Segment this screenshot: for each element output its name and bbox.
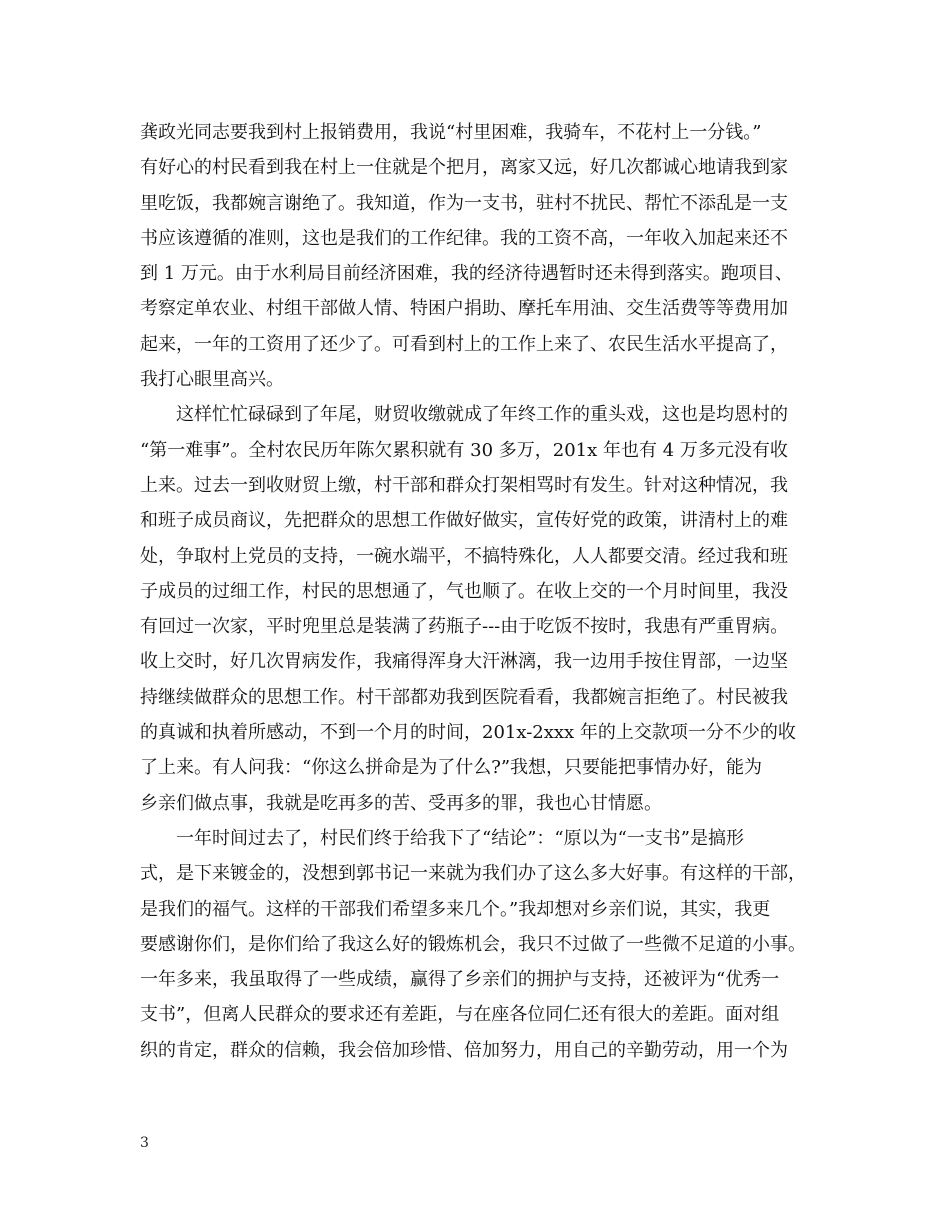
text-line: 龚政光同志要我到村上报销费用，我说“村里困难，我骑车，不花村上一分钱。” [140,122,762,143]
text-line: 支书”，但离人民群众的要求还有差距，与在座各位同仁还有很大的差距。面对组 [140,1004,780,1026]
text-line: “第一难事”。全村农民历年陈欠累积就有 30 多万，201x 年也有 4 万多元没有收 [140,439,788,461]
text-line: 的真诚和执着所感动，不到一个月的时间，201x-2xxx 年的上交款项一分不少的收 [140,722,796,744]
text-line: 书应该遵循的准则，这也是我们的工作纪律。我的工资不高，一年收入加起来还不 [140,227,788,249]
text-line: 有好心的村民看到我在村上一住就是个把月，离家又远，好几次都诚心地请我到家 [140,157,788,179]
text-line: 式，是下来镀金的，没想到郭书记一来就为我们办了这么多大好事。有这样的干部， [140,863,806,885]
text-line: 起来，一年的工资用了还少了。可看到村上的工作上来了、农民生活水平提高了， [140,333,788,355]
text-line: 持继续做群众的思想工作。村干部都劝我到医院看看，我都婉言拒绝了。村民被我 [140,686,788,708]
text-line: 有回过一次家，平时兜里总是装满了药瓶子---由于吃饭不按时，我患有严重胃病。 [140,616,789,638]
text-line: 一年多来，我虽取得了一些成绩，赢得了乡亲们的拥护与支持，还被评为“优秀一 [140,969,780,991]
text-line: 织的肯定，群众的信赖，我会倍加珍惜、倍加努力，用自己的辛勤劳动，用一个为 [140,1039,788,1061]
text-line: 我打心眼里高兴。 [140,369,284,391]
text-line: 要感谢你们，是你们给了我这么好的锻炼机会，我只不过做了一些微不足道的小事。 [140,933,806,955]
text-line: 里吃饭，我都婉言谢绝了。我知道，作为一支书，驻村不扰民、帮忙不添乱是一支 [140,192,788,214]
text-line: 乡亲们做点事，我就是吃再多的苦、受再多的罪，我也心甘情愿。 [140,792,662,814]
text-line: 了上来。有人问我：“你这么拼命是为了什么?”我想，只要能把事情办好，能为 [140,757,763,779]
text-line: 是我们的福气。这样的干部我们希望多来几个。”我却想对乡亲们说，其实，我更 [140,898,771,920]
paragraph-start-line: 这样忙忙碌碌到了年尾，财贸收缴就成了年终工作的重头戏，这也是均恩村的 [176,404,788,426]
text-line: 考察定单农业、村组干部做人情、特困户捐助、摩托车用油、交生活费等等费用加 [140,298,788,320]
text-line: 和班子成员商议，先把群众的思想工作做好做实，宣传好党的政策，讲清村上的难 [140,510,788,532]
text-line: 到 1 万元。由于水利局目前经济困难，我的经济待遇暂时还未得到落实。跑项目、 [140,263,793,285]
text-line: 上来。过去一到收财贸上缴，村干部和群众打架相骂时有发生。针对这种情况，我 [140,474,788,496]
text-line: 收上交时，好几次胃病发作，我痛得浑身大汗淋漓，我一边用手按住胃部，一边坚 [140,651,788,673]
paragraph-start-line: 一年时间过去了，村民们终于给我下了“结论”：“原以为“一支书”是搞形 [176,827,745,849]
body-text [140,115,812,1068]
page-number: 3 [140,1135,149,1151]
text-line: 子成员的过细工作，村民的思想通了，气也顺了。在收上交的一个月时间里，我没 [140,580,788,602]
text-line: 处，争取村上党员的支持，一碗水端平，不搞特殊化，人人都要交清。经过我和班 [140,545,788,567]
